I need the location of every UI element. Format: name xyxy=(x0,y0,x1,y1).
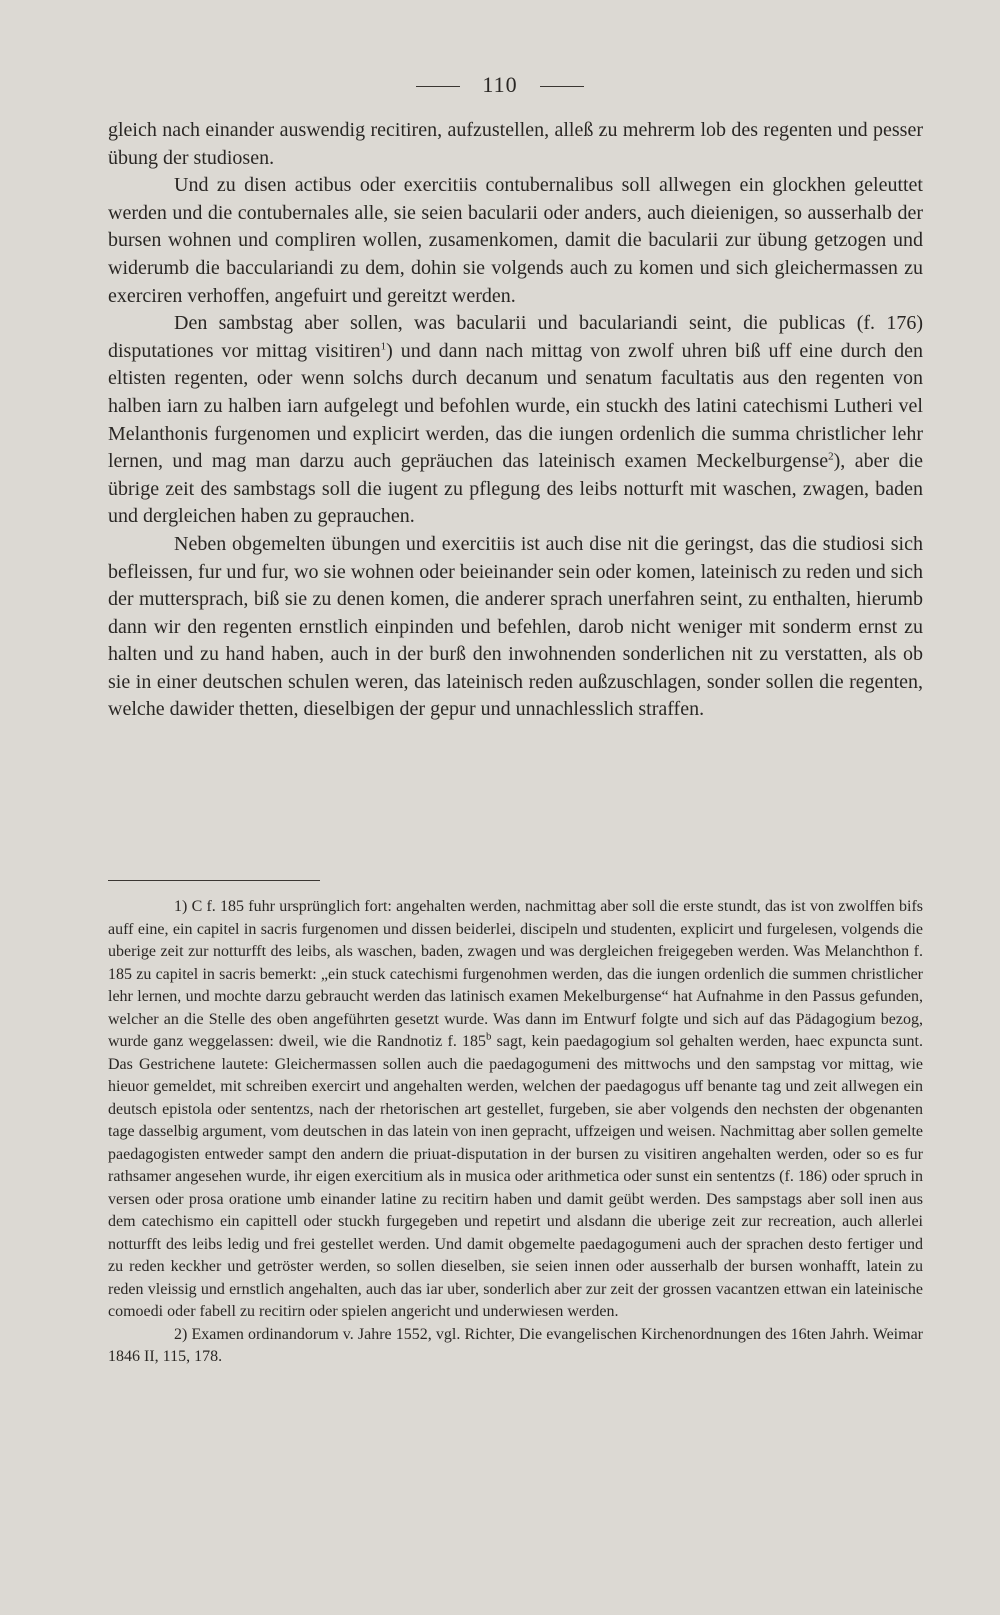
paragraph-3 xyxy=(108,310,923,531)
footnote-2: 2) Examen ordinandorum v. Jahre 1552, vgl. Richter, Die evangelischen Kirchenordnungen des 16ten Jahrh. Weimar 1846 II, 115, 178. xyxy=(108,1325,923,1365)
footnotes xyxy=(108,896,923,1369)
page-header xyxy=(0,72,1000,98)
footnote-ref-1: 1 xyxy=(380,340,387,353)
footnote-ref-2: 2 xyxy=(828,450,834,463)
header-dash-right xyxy=(540,86,584,87)
paragraph-3-part-3: ), aber die übrige zeit des sambstags soll die iugent zu pflegung des leibs notturft mit waschen, zwagen, baden und dergleichen haben zu geprauchen. xyxy=(108,450,924,528)
footnote-1-part-1: 1) C f. 185 fuhr ursprünglich fort: angehalten werden, nachmittag aber soll die erste stundt, das ist von zwolffen bifs auff eine, ein capitel in sacris furgenomen und dissen beiderlei, discipeln und studenten, explicirt und furgelesen, volgends die uberige zeit zur notturfft des leibs, als waschen, baden, zwagen und was dergleichen freigegeben werden. Was Melanchthon f. 185 zu capitel in sacris bemerkt: „ein stuck catechismi furgenohmen werden, das die iungen ordenlich die summen christlicher lehr lernen, und mochte darzu gebraucht werden das latinisch examen Mekelburgense“ hat Aufnahme in den Passus gefunden, welcher an die Stelle des oben angeführten gesetzt wurde. Was dann im Entwurf folgte und sich auf das Pädagogium bezog, wurde ganz weggelassen: dweil, wie die Randnotiz f. 185 xyxy=(108,898,923,1050)
footnote-divider xyxy=(108,880,320,881)
footnote-1-part-2: sagt, kein paedagogium sol gehalten werden, haec expuncta sunt. Das Gestrichene lautete: Gleichermassen sollen auch die paedagogumeni des mittwochs und den sampstag vor mittag, wie hieuor gemeldet, mit schreiben exercirt und angehalten werden, welchen der paedagogus uff benante tag und zeit allwegen ein deutsch epistola oder sententzs, nach der rhetorischen art gestellet, furgeben, sie aber volgends den nechsten der obgenanten tage dasselbig argument, vom deutschen in das latein von inen gepracht, uffzeigen und weisen. Nachmittag aber sollen gemelte paedagogisten entweder sampt den andern die priuat-disputation in der bursen zu visitiren angehalten werden, oder so es fur rathsamer angesehen wurde, ihr eigen exercitium als in musica oder arithmetica oder sunst ein sententzs (f. 186) oder spruch in versen oder prosa oratione umb einander latine zu recitirn haben und damit geübt werden. Des sampstags aber soll inen aus dem catechismo ein capittell oder stuckh furgegeben und repetirt und alsdann die uberige zeit zur recreation, auch allerlei notturfft des leibs ledig und frei gestellet werden. Und damit obgemelte paedagogumeni auch der sprachen desto fertiger und zu reden keckher und getröster werden, so sollen dieselben, sie seien innen oder ausserhalb der bursen wonhafft, latein zu reden vleissig und ernstlich angehalten, auch das iar uber, sonderlich aber zur zeit der grossen vacantzen ettwan ein lateinische comoedi oder fabell zu recitirn oder spielen angericht und underwiesen werden. xyxy=(108,1033,923,1320)
footnote-1 xyxy=(108,896,923,1324)
footnote-1-superscript: b xyxy=(485,1030,492,1043)
paragraph-4: Neben obgemelten übungen und exercitiis ist auch dise nit die geringst, das die studiosi sich befleissen, fur und fur, wo sie wohnen oder beieinander sein oder komen, lateinisch zu reden und sich der muttersprach, biß sie zu denen komen, die anderer sprach unerfahren seint, zu enthalten, hierumb dann wir den regenten ernstlich einpinden und befehlen, darob nicht weniger mit sonderm ernst zu halten und zu hand haben, auch in der burß den inwohnenden sonderlichen nit zu verstatten, als ob sie in einer deutschen schulen weren, das lateinisch reden außzuschlagen, sonder sollen die regenten, welche dawider thetten, dieselbigen der gepur und unnachlesslich straffen. xyxy=(108,532,923,721)
paragraph-1: gleich nach einander auswendig recitiren, aufzustellen, alleß zu mehrerm lob des regenten und pesser übung der studiosen. xyxy=(108,119,923,169)
paragraph-2: Und zu disen actibus oder exercitiis contubernalibus soll allwegen ein glockhen geleuttet werden und die contubernales alle, sie seien bacularii oder anders, auch dieienigen, so ausserhalb der bursen wohnen und compliren wollen, zusamenkomen, damit die bacularii zur übung getzogen und widerumb die bacculariandi zu dem, dohin sie volgends auch zu komen und sich gleichermassen zu exerciren verhoffen, angefuirt und gereitzt werden. xyxy=(108,174,923,307)
page-number: 110 xyxy=(482,72,518,97)
paragraph-3-part-2: ) und dann nach mittag von zwolf uhren biß uff eine durch den eltisten regenten, oder wenn solchs durch decanum und senatum facultatis aus den regenten von halben iarn zu halben iarn aufgelegt und befohlen wurde, ein stuckh des latini catechismi Lutheri vel Melanthonis furgenomen und explicirt werden, das die iungen ordenlich die summa christlicher lehr lernen, und mag man darzu auch gepräuchen das lateinisch examen Meckelburgense xyxy=(108,339,924,473)
main-text xyxy=(108,117,923,724)
paragraph-3-part-1: Den sambstag aber sollen, was bacularii und baculariandi seint, die publicas (f. 176) disputationes vor mittag visitiren xyxy=(108,312,923,362)
header-dash-left xyxy=(416,86,460,87)
